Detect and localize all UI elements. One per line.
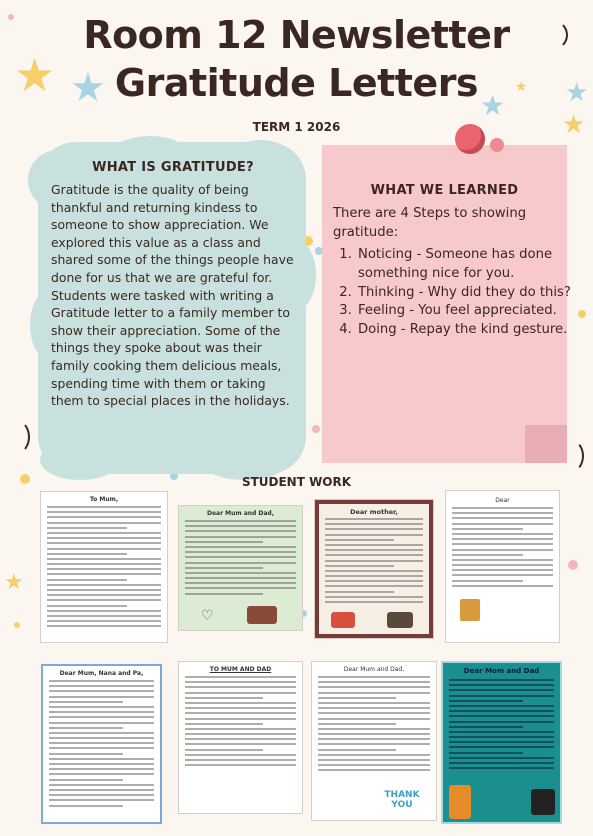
- letter-title: Dear mother,: [350, 508, 398, 516]
- star-bottom-left-icon: ★: [4, 570, 24, 595]
- text-line: [49, 758, 154, 760]
- text-line: [47, 573, 161, 575]
- letter-title: TO MUM AND DAD: [209, 666, 272, 673]
- text-line: [185, 754, 296, 756]
- text-line: [185, 749, 263, 751]
- text-line: [47, 584, 161, 586]
- letter-text: [49, 680, 154, 810]
- letter-text: [449, 679, 554, 772]
- text-line: [185, 567, 263, 569]
- letter-card: [311, 661, 437, 821]
- text-line: [49, 773, 154, 775]
- text-line: [325, 539, 394, 541]
- text-line: [325, 528, 423, 530]
- text-line: [449, 689, 554, 691]
- star-yellow-icon: ★: [14, 48, 56, 102]
- text-line: [47, 568, 161, 570]
- text-line: [47, 620, 161, 622]
- learned-heading: WHAT WE LEARNED: [370, 183, 519, 198]
- text-line: [325, 523, 423, 525]
- text-line: [49, 753, 123, 755]
- text-line: [47, 522, 161, 524]
- text-line: [49, 763, 154, 765]
- text-line: [49, 789, 154, 791]
- text-line: [318, 743, 430, 745]
- pushpin-icon: [455, 124, 485, 154]
- text-line: [452, 507, 553, 509]
- text-line: [47, 542, 161, 544]
- text-line: [49, 794, 154, 796]
- text-line: [318, 718, 430, 720]
- text-line: [318, 707, 430, 709]
- text-line: [185, 541, 263, 543]
- text-line: [325, 549, 423, 551]
- text-line: [185, 551, 296, 553]
- text-line: [325, 565, 394, 567]
- letter-card: [178, 505, 303, 631]
- newsletter-subtitle: Gratitude Letters: [114, 61, 479, 105]
- text-line: [318, 733, 430, 735]
- step-item: 1. Noticing - Someone has done something nice for you.: [356, 246, 593, 284]
- text-line: [325, 596, 423, 598]
- text-line: [449, 736, 554, 738]
- text-line: [449, 731, 554, 733]
- swirl-decoration: [4, 420, 30, 454]
- letter-card: [314, 499, 434, 639]
- text-line: [318, 749, 396, 751]
- text-line: [452, 559, 553, 561]
- text-line: [318, 728, 430, 730]
- text-line: [185, 582, 296, 584]
- letter-photo: [531, 789, 555, 815]
- letter-text: [452, 507, 553, 590]
- letter-title: Dear Mum, Nana and Pa,: [59, 670, 144, 677]
- text-line: [47, 558, 161, 560]
- step-item: 4. Doing - Repay the kind gesture.: [356, 321, 593, 340]
- star-blue-small-icon: ★: [480, 89, 506, 122]
- letter-card: [445, 490, 560, 643]
- text-line: [452, 580, 523, 582]
- text-line: [49, 742, 154, 744]
- text-line: [452, 554, 523, 556]
- text-line: [452, 533, 553, 535]
- text-line: [318, 697, 396, 699]
- text-line: [449, 710, 554, 712]
- text-line: [49, 779, 123, 781]
- text-line: [49, 685, 154, 687]
- letter-title: Dear Mum and Dad,: [343, 666, 405, 673]
- text-line: [318, 754, 430, 756]
- dot-decoration: [14, 622, 20, 628]
- letter-text: [185, 520, 296, 598]
- letter-card: [441, 661, 562, 824]
- learned-steps: [318, 246, 593, 340]
- text-line: [49, 799, 154, 801]
- text-line: [49, 768, 154, 770]
- text-line: [185, 759, 296, 761]
- text-line: [318, 759, 430, 761]
- letter-card: [40, 491, 168, 643]
- dot-decoration: [568, 560, 578, 570]
- text-line: [47, 610, 161, 612]
- letter-photo: [387, 612, 413, 628]
- text-line: [449, 752, 523, 754]
- text-line: [47, 527, 127, 529]
- text-line: [49, 706, 154, 708]
- step-item: 3. Feeling - You feel appreciated.: [356, 302, 593, 321]
- text-line: [325, 554, 423, 556]
- text-line: [318, 692, 430, 694]
- text-line: [47, 594, 161, 596]
- text-line: [325, 544, 423, 546]
- text-line: [452, 523, 553, 525]
- text-line: [185, 723, 263, 725]
- text-line: [318, 764, 430, 766]
- newsletter-title: Room 12 Newsletter: [83, 13, 510, 57]
- text-line: [318, 676, 430, 678]
- text-line: [325, 585, 423, 587]
- text-line: [49, 747, 154, 749]
- text-line: [47, 625, 161, 627]
- text-line: [49, 737, 154, 739]
- text-line: [47, 516, 161, 518]
- letter-text: [47, 506, 161, 631]
- letter-title: To Mum,: [89, 496, 119, 503]
- text-line: [452, 528, 523, 530]
- text-line: [318, 712, 430, 714]
- text-line: [185, 593, 263, 595]
- text-line: [185, 525, 296, 527]
- star-right-icon: ★: [565, 78, 589, 108]
- text-line: [49, 727, 123, 729]
- text-line: [325, 575, 423, 577]
- text-line: [185, 536, 296, 538]
- text-line: [452, 564, 553, 566]
- text-line: [325, 570, 423, 572]
- text-line: [47, 532, 161, 534]
- text-line: [449, 726, 523, 728]
- text-line: [452, 585, 553, 587]
- text-line: [449, 762, 554, 764]
- letter-title: Dear Mom and Dad: [463, 667, 540, 675]
- thank-you-text: THANK YOU: [384, 790, 420, 810]
- text-line: [47, 511, 161, 513]
- text-line: [49, 722, 154, 724]
- text-line: [49, 716, 154, 718]
- text-line: [325, 518, 423, 520]
- text-line: [49, 690, 154, 692]
- text-line: [449, 679, 554, 681]
- text-line: [452, 512, 553, 514]
- letter-photo: [247, 606, 277, 624]
- text-line: [185, 718, 296, 720]
- text-line: [49, 680, 154, 682]
- text-line: [325, 534, 423, 536]
- text-line: [318, 686, 430, 688]
- term-label: TERM 1 2026: [252, 120, 341, 134]
- text-line: [318, 723, 396, 725]
- letter-text: [325, 518, 423, 606]
- pushpin-icon: [490, 138, 504, 152]
- text-line: [185, 733, 296, 735]
- text-line: [452, 549, 553, 551]
- text-line: [325, 601, 423, 603]
- text-line: [47, 537, 161, 539]
- text-line: [185, 728, 296, 730]
- text-line: [185, 686, 296, 688]
- text-line: [185, 712, 296, 714]
- text-line: [318, 702, 430, 704]
- text-line: [185, 546, 296, 548]
- note-fold: [525, 425, 567, 463]
- text-line: [47, 615, 161, 617]
- text-line: [449, 705, 554, 707]
- learned-intro: There are 4 Steps to showing gratitude:: [333, 206, 527, 240]
- text-line: [449, 757, 554, 759]
- text-line: [49, 696, 154, 698]
- text-line: [452, 574, 553, 576]
- text-line: [47, 605, 127, 607]
- text-line: [185, 707, 296, 709]
- gratitude-body: Gratitude is the quality of being thankful and returning kindess to someone to show appreciation. We explored this value as a class and shared some of the things people have done for us that we are grateful for. Students were tasked with writing a Gratitude letter to a family member to show their appreciation. Some of the things they spoke about was their family cooking them delicious meals, spending time with them or taking them to special places in the holidays.: [51, 182, 294, 409]
- text-line: [452, 569, 553, 571]
- text-line: [49, 732, 154, 734]
- gratitude-heading: WHAT IS GRATITUDE?: [92, 160, 254, 175]
- text-line: [325, 591, 394, 593]
- text-line: [49, 701, 123, 703]
- text-line: [49, 711, 154, 713]
- step-item: 2. Thinking - Why did they do this?: [356, 284, 593, 303]
- text-line: [325, 580, 423, 582]
- text-line: [449, 715, 554, 717]
- text-line: [185, 577, 296, 579]
- text-line: [185, 520, 296, 522]
- text-line: [449, 767, 554, 769]
- text-line: [47, 563, 161, 565]
- text-line: [185, 556, 296, 558]
- text-line: [449, 684, 554, 686]
- letter-photo: [449, 785, 471, 819]
- text-line: [449, 741, 554, 743]
- text-line: [452, 538, 553, 540]
- text-line: [47, 553, 127, 555]
- text-line: [185, 743, 296, 745]
- text-line: [47, 548, 161, 550]
- letter-photo: [460, 599, 480, 621]
- text-line: [185, 530, 296, 532]
- star-blue-icon: ★: [70, 65, 106, 111]
- text-line: [449, 700, 523, 702]
- text-line: [47, 579, 127, 581]
- letter-title: Dear: [495, 497, 510, 504]
- text-line: [449, 746, 554, 748]
- text-line: [47, 599, 161, 601]
- text-line: [185, 692, 296, 694]
- text-line: [185, 702, 296, 704]
- heart-icon: ♡: [201, 608, 214, 624]
- text-line: [47, 589, 161, 591]
- letter-text: [318, 676, 430, 775]
- text-line: [185, 764, 296, 766]
- letter-card: [41, 664, 162, 824]
- letter-text: [185, 676, 296, 769]
- text-line: [318, 681, 430, 683]
- text-line: [185, 681, 296, 683]
- student-work-heading: STUDENT WORK: [241, 475, 352, 489]
- text-line: [318, 738, 430, 740]
- dot-decoration: [312, 425, 320, 433]
- text-line: [185, 738, 296, 740]
- letter-title: Dear Mum and Dad,: [206, 510, 275, 517]
- letter-photo: [331, 612, 355, 628]
- text-line: [185, 572, 296, 574]
- text-line: [185, 676, 296, 678]
- text-line: [185, 697, 263, 699]
- text-line: [449, 721, 554, 723]
- text-line: [325, 560, 423, 562]
- text-line: [185, 587, 296, 589]
- text-line: [49, 805, 123, 807]
- text-line: [318, 769, 430, 771]
- star-yellow-mid-icon: ★: [562, 110, 586, 140]
- text-line: [47, 506, 161, 508]
- text-line: [452, 517, 553, 519]
- star-yellow-small-icon: ★: [515, 79, 528, 95]
- text-line: [452, 543, 553, 545]
- text-line: [449, 695, 554, 697]
- letter-card: [178, 661, 303, 814]
- text-line: [185, 562, 296, 564]
- text-line: [49, 784, 154, 786]
